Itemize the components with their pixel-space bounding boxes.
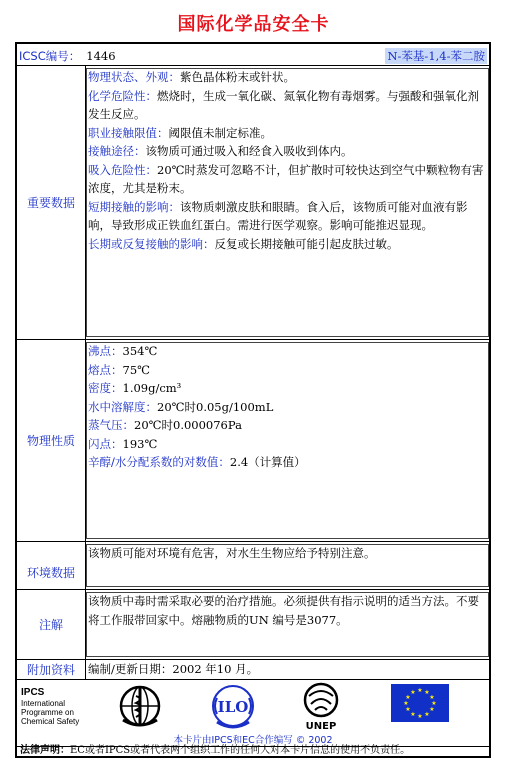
environment-text: 该物质可能对环境有危害，对水生生物应给予特别注意。 [88,546,376,560]
property-value: 20℃时0.05g/100mL [157,399,274,414]
logo-strip [17,680,489,747]
ipcs-line: Chemical Safety [21,717,80,726]
content-frame [86,68,489,337]
svg-text:★: ★ [424,711,430,718]
unep-logo-icon [299,682,343,732]
property-key: 短期接触的影响： [88,199,180,214]
property-value: 阈限值未制定标准。 [168,125,272,140]
property-key: 化学危险性： [88,88,157,103]
svg-text:ILO: ILO [217,698,249,716]
svg-text:★: ★ [424,689,430,696]
property-value: 该物质刺激皮肤和眼睛。食入后，该物质可能对血液有影响，导致形成正铁血红蛋白。需进行医学观察。影响可能推迟显现。 [88,199,468,232]
unep-label: UNEP [305,721,337,732]
ipcs-logo [21,688,79,726]
environment-section [17,542,489,590]
svg-text:★: ★ [429,694,435,701]
property-key: 密度： [88,381,123,395]
section-label-notes: 注解 [17,590,86,659]
content-frame [86,544,489,587]
property-key: 接触途径： [88,144,146,158]
svg-text:★: ★ [429,706,435,713]
property-value: 20℃时蒸发可忽略不计，但扩散时可较快达到空气中颗粒物有害浓度，尤其是粉末。 [88,162,484,195]
section-content-important [86,66,489,339]
property-value: 1.09g/cm³ [122,381,182,395]
notes-section [17,590,489,660]
physical-properties-section [17,340,489,542]
property-value: 354℃ [122,344,158,358]
ilo-logo-icon [209,684,257,730]
section-label-important: 重要数据 [17,66,86,339]
property-value: 反复或长期接触可能引起皮肤过敏。 [214,236,399,251]
section-label-physical: 物理性质 [17,340,86,541]
eu-flag-icon [391,684,449,722]
ipcs-title: IPCS [21,687,45,698]
svg-text:★: ★ [417,713,423,720]
property-key: 闪点： [88,436,123,451]
content-frame [86,592,489,657]
icsc-value: 1446 [86,49,116,63]
ipcs-line: Programme on [21,708,74,717]
additional-section [17,660,489,680]
card-title: 国际化学品安全卡 [177,14,330,35]
svg-text:★: ★ [417,687,423,694]
svg-text:★: ★ [431,700,437,707]
property-value: 紫色晶体粉末或针状。 [180,70,295,84]
ipcs-line: International [21,699,66,708]
svg-text:★: ★ [410,689,416,696]
legal-statement [17,738,489,758]
important-data-section [17,66,489,340]
notes-text: 该物质中毒时需采取必要的治疗措施。必须提供有指示说明的适当方法。不要将工作服带回家中。熔融物质的UN 编号是3077。 [88,594,479,627]
chemical-name: N-苯基-1,4-苯二胺 [387,49,485,63]
additional-text: 编制/更新日期：2002 年10 月。 [88,662,259,676]
safety-card [15,42,491,758]
property-key: 熔点： [88,362,123,377]
content-frame [86,342,489,539]
who-logo-icon [115,684,165,730]
property-key: 沸点： [88,344,123,358]
section-label-additional: 附加资料 [17,660,86,679]
property-value: 75℃ [122,362,150,377]
section-label-environment: 环境数据 [17,542,86,589]
property-key: 职业接触限值： [88,125,169,140]
icsc-number [19,48,116,64]
credit-line: 本卡片由IPCS和EC合作编写 © 2002 [173,735,333,746]
property-key: 蒸气压： [88,418,134,432]
property-value: 燃烧时，生成一氧化碳、氮氧化物有毒烟雾。与强酸和强氧化剂发生反应。 [88,88,479,121]
svg-text:★: ★ [410,711,416,718]
property-value: 2.4（计算值） [229,455,306,469]
svg-text:★: ★ [403,700,409,707]
section-content-notes [86,590,489,659]
property-key: 水中溶解度： [88,399,157,414]
property-key: 辛醇/水分配系数的对数值： [88,455,230,469]
property-key: 长期或反复接触的影响： [88,236,215,251]
section-content-additional [86,660,489,679]
property-key: 物理状态、外观： [88,70,180,84]
section-content-environment [86,542,489,589]
property-value: 193℃ [122,436,158,451]
section-content-physical [86,340,489,541]
header-row [17,44,489,66]
legal-text: EC或者IPCS或者代表两个组织工作的任何人对本卡片信息的使用不负责任。 [70,745,411,756]
property-key: 吸入危险性： [88,162,157,177]
svg-text:★: ★ [405,694,411,701]
icsc-label: ICSC编号： [19,49,81,63]
svg-text:★: ★ [405,706,411,713]
property-value: 20℃时0.000076Pa [134,418,242,432]
property-value: 该物质可通过吸入和经食入吸收到体内。 [145,144,353,158]
legal-key: 法律声明： [20,745,70,756]
